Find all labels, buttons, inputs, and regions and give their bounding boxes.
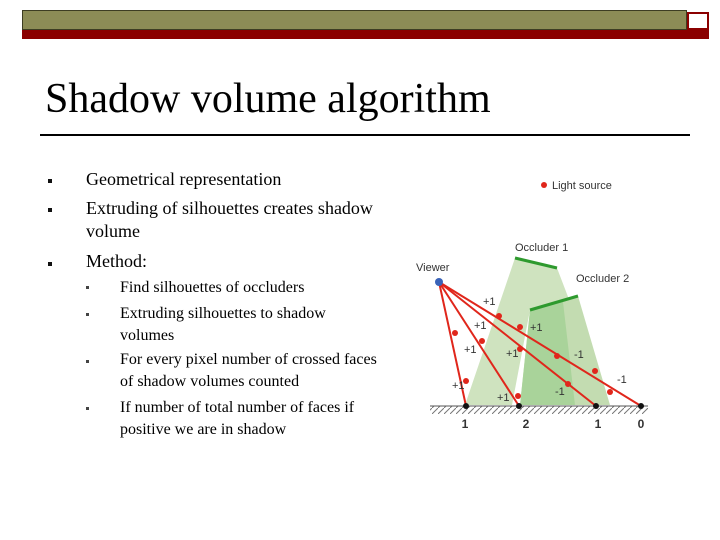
count-label: +1 <box>464 344 477 356</box>
count-label: +1 <box>474 320 487 332</box>
bullet-item: Geometrical representation <box>86 169 282 189</box>
count-label: -1 <box>574 349 584 361</box>
bullet-item: Method: <box>86 251 147 271</box>
viewer-icon <box>435 278 443 286</box>
ground-count: 2 <box>522 417 530 431</box>
count-label: +1 <box>497 392 510 404</box>
crossing-point <box>515 393 521 399</box>
ground-point <box>516 403 522 409</box>
ground-count: 1 <box>461 417 469 431</box>
ground-count: 0 <box>637 417 645 431</box>
crossing-point <box>565 381 571 387</box>
sub-bullet-item: Find silhouettes of occluders <box>120 279 305 296</box>
sub-bullet-item: If number of total number of faces if positive we are in shadow <box>120 399 355 438</box>
count-label: +1 <box>506 348 519 360</box>
light-source-icon <box>541 182 547 188</box>
crossing-point <box>592 368 598 374</box>
crossing-point <box>479 338 485 344</box>
occluder-1-label: Occluder 1 <box>515 242 569 254</box>
ground-count: 1 <box>594 417 602 431</box>
bullet-item: Extruding of silhouettes creates shadow volume <box>86 198 373 241</box>
ground-hatch <box>430 406 648 414</box>
sub-bullet-item: For every pixel number of crossed faces of shadow volumes counted <box>120 351 377 390</box>
count-label: -1 <box>555 386 565 398</box>
slide-title: Shadow volume algorithm <box>45 76 491 122</box>
count-label: +1 <box>452 380 465 392</box>
count-label: +1 <box>530 322 543 334</box>
ground-point <box>463 403 469 409</box>
crossing-point <box>517 324 523 330</box>
ground-point <box>638 403 644 409</box>
viewer-label: Viewer <box>416 262 450 274</box>
sub-bullet-item: Extruding silhouettes to shadow volumes <box>120 305 326 344</box>
count-label: +1 <box>483 296 496 308</box>
count-label: -1 <box>617 374 627 386</box>
crossing-point <box>452 330 458 336</box>
occluder-2-label: Occluder 2 <box>576 273 630 285</box>
ground-point <box>593 403 599 409</box>
legend-label: Light source <box>552 180 612 192</box>
crossing-point <box>607 389 613 395</box>
crossing-point <box>496 313 502 319</box>
crossing-point <box>554 353 560 359</box>
